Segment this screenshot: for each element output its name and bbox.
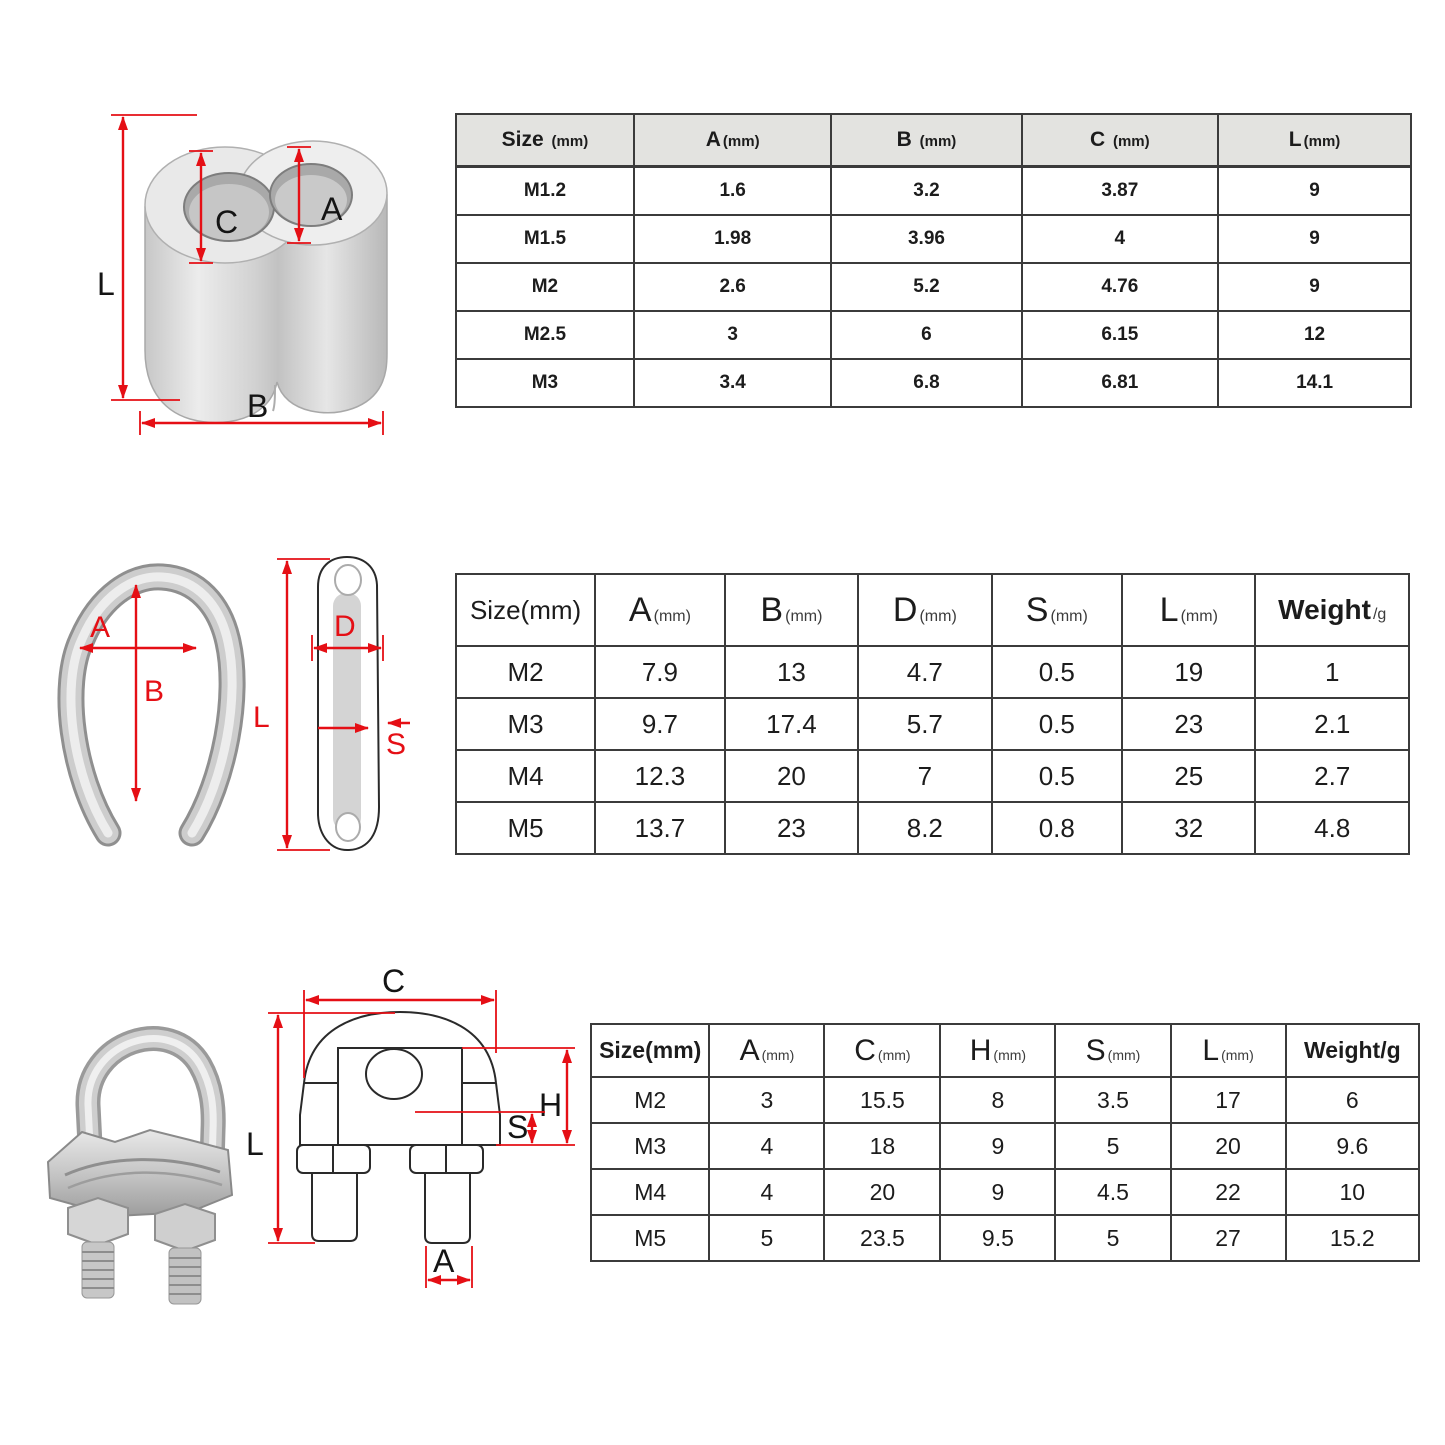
dim-label-l: L — [246, 1126, 264, 1162]
column-header-a — [634, 114, 832, 167]
spec-row-m1.5 — [456, 215, 1411, 263]
dim-label-l: L — [97, 266, 115, 302]
value-cell: 9 — [940, 1123, 1055, 1169]
value-cell: 8.2 — [858, 802, 991, 854]
header-main: A — [628, 590, 652, 629]
header-main: C — [854, 1033, 876, 1067]
value-cell: 3.96 — [831, 215, 1021, 263]
header-unit: (mm) — [761, 1046, 795, 1063]
header-row — [591, 1024, 1419, 1077]
column-header-c — [1022, 114, 1219, 167]
value-cell: 23 — [725, 802, 858, 854]
column-header-a — [595, 574, 725, 646]
value-cell: 4.8 — [1255, 802, 1409, 854]
spec-row-m5 — [591, 1215, 1419, 1261]
size-cell: M3 — [456, 359, 634, 407]
value-cell: 17 — [1171, 1077, 1286, 1123]
column-header-weight — [1255, 574, 1409, 646]
clip-nut-right — [155, 1204, 215, 1251]
value-cell: 3.2 — [831, 167, 1021, 216]
value-cell: 3 — [709, 1077, 824, 1123]
dim-label-a: A — [90, 611, 111, 644]
header-main: Size(mm) — [599, 1037, 702, 1063]
value-cell: 3.87 — [1022, 167, 1219, 216]
column-header-sizemm — [591, 1024, 709, 1077]
value-cell: 4 — [709, 1123, 824, 1169]
header-main: Weight — [1278, 594, 1371, 625]
spec-row-m3 — [591, 1123, 1419, 1169]
dim-label-s: S — [386, 728, 407, 761]
value-cell: 0.5 — [992, 750, 1123, 802]
value-cell: 1 — [1255, 646, 1409, 698]
header-unit: (mm) — [1303, 133, 1341, 150]
crimp-sleeve-diagram — [85, 85, 440, 440]
spec-row-m2 — [456, 263, 1411, 311]
size-cell: M4 — [456, 750, 595, 802]
value-cell: 14.1 — [1218, 359, 1411, 407]
header-main: L — [1159, 590, 1179, 629]
value-cell: 9.6 — [1286, 1123, 1419, 1169]
value-cell: 9.7 — [595, 698, 725, 750]
header-unit: /g — [1372, 606, 1387, 623]
header-main: D — [892, 590, 918, 629]
dim-label-h: H — [539, 1087, 563, 1123]
thimble-side-view — [318, 557, 379, 850]
thimble-spec-table — [455, 573, 1410, 855]
spec-row-m1.2 — [456, 167, 1411, 216]
sleeve-illustration — [145, 141, 387, 423]
column-header-s — [1055, 1024, 1170, 1077]
spec-row-m2.5 — [456, 311, 1411, 359]
column-header-size — [456, 114, 634, 167]
spec-row-m4 — [456, 750, 1409, 802]
value-cell: 3.5 — [1055, 1077, 1170, 1123]
value-cell: 8 — [940, 1077, 1055, 1123]
value-cell: 5.2 — [831, 263, 1021, 311]
header-unit: (mm) — [785, 607, 823, 625]
dim-label-c: C — [215, 204, 239, 240]
header-main: A — [739, 1033, 760, 1067]
dim-label-a: A — [433, 1243, 455, 1279]
value-cell: 19 — [1122, 646, 1255, 698]
value-cell: 13.7 — [595, 802, 725, 854]
value-cell: 1.98 — [634, 215, 832, 263]
value-cell: 23.5 — [824, 1215, 940, 1261]
value-cell: 6.8 — [831, 359, 1021, 407]
value-cell: 12 — [1218, 311, 1411, 359]
value-cell: 2.7 — [1255, 750, 1409, 802]
size-cell: M4 — [591, 1169, 709, 1215]
header-unit: (mm) — [1107, 1046, 1141, 1063]
spec-row-m4 — [591, 1169, 1419, 1215]
size-cell: M5 — [456, 802, 595, 854]
spec-row-m2 — [591, 1077, 1419, 1123]
value-cell: 4.7 — [858, 646, 991, 698]
header-unit: (mm) — [993, 1046, 1027, 1063]
value-cell: 20 — [824, 1169, 940, 1215]
header-main: Size(mm) — [469, 594, 582, 625]
header-main: C — [1089, 128, 1111, 151]
spec-row-m3 — [456, 359, 1411, 407]
sleeve-spec-table — [455, 113, 1412, 408]
column-header-weightg — [1286, 1024, 1419, 1077]
value-cell: 1.6 — [634, 167, 832, 216]
header-main: L — [1288, 128, 1302, 151]
size-cell: M2 — [591, 1077, 709, 1123]
value-cell: 9 — [940, 1169, 1055, 1215]
value-cell: 7.9 — [595, 646, 725, 698]
value-cell: 3 — [634, 311, 832, 359]
value-cell: 4.5 — [1055, 1169, 1170, 1215]
header-unit: (mm) — [1180, 607, 1218, 625]
spec-row-m3 — [456, 698, 1409, 750]
dim-label-l: L — [253, 701, 270, 734]
column-header-s — [992, 574, 1123, 646]
header-unit: (mm) — [1112, 133, 1150, 150]
value-cell: 5 — [709, 1215, 824, 1261]
size-cell: M5 — [591, 1215, 709, 1261]
header-main: B — [896, 128, 918, 151]
spec-row-m2 — [456, 646, 1409, 698]
value-cell: 4.76 — [1022, 263, 1219, 311]
size-cell: M2 — [456, 263, 634, 311]
header-row — [456, 574, 1409, 646]
header-main: H — [969, 1033, 992, 1067]
value-cell: 0.8 — [992, 802, 1123, 854]
header-unit: (mm) — [919, 133, 957, 150]
value-cell: 20 — [1171, 1123, 1286, 1169]
header-row — [456, 114, 1411, 167]
column-header-sizemm — [456, 574, 595, 646]
column-header-b — [831, 114, 1021, 167]
value-cell: 23 — [1122, 698, 1255, 750]
value-cell: 6.81 — [1022, 359, 1219, 407]
wire-rope-clip-diagram — [20, 950, 585, 1370]
size-cell: M2 — [456, 646, 595, 698]
value-cell: 17.4 — [725, 698, 858, 750]
column-header-c — [824, 1024, 940, 1077]
column-header-l — [1218, 114, 1411, 167]
value-cell: 7 — [858, 750, 991, 802]
header-main: S — [1085, 1033, 1106, 1067]
value-cell: 6.15 — [1022, 311, 1219, 359]
size-cell: M3 — [591, 1123, 709, 1169]
header-main: Size — [501, 128, 550, 151]
dim-label-s: S — [507, 1109, 529, 1145]
value-cell: 3.4 — [634, 359, 832, 407]
clip-spec-table — [590, 1023, 1420, 1262]
dim-label-b: B — [247, 388, 269, 424]
value-cell: 15.2 — [1286, 1215, 1419, 1261]
column-header-l — [1171, 1024, 1286, 1077]
value-cell: 9 — [1218, 167, 1411, 216]
header-unit: (mm) — [653, 607, 691, 625]
value-cell: 9 — [1218, 215, 1411, 263]
value-cell: 13 — [725, 646, 858, 698]
column-header-h — [940, 1024, 1055, 1077]
header-unit: (mm) — [1050, 607, 1088, 625]
clip-nut-left — [68, 1198, 128, 1245]
value-cell: 20 — [725, 750, 858, 802]
value-cell: 0.5 — [992, 698, 1123, 750]
value-cell: 2.1 — [1255, 698, 1409, 750]
size-cell: M2.5 — [456, 311, 634, 359]
value-cell: 5 — [1055, 1215, 1170, 1261]
value-cell: 6 — [1286, 1077, 1419, 1123]
clip-line-drawing — [297, 1012, 500, 1243]
dim-label-b: B — [144, 675, 165, 708]
value-cell: 0.5 — [992, 646, 1123, 698]
column-header-b — [725, 574, 858, 646]
value-cell: 4 — [709, 1169, 824, 1215]
value-cell: 5 — [1055, 1123, 1170, 1169]
header-main: A — [705, 128, 721, 151]
value-cell: 27 — [1171, 1215, 1286, 1261]
header-unit: (mm) — [877, 1046, 911, 1063]
dim-label-a: A — [321, 191, 343, 227]
header-main: S — [1025, 590, 1049, 629]
size-cell: M1.2 — [456, 167, 634, 216]
value-cell: 9.5 — [940, 1215, 1055, 1261]
header-unit: (mm) — [722, 133, 760, 150]
spec-row-m5 — [456, 802, 1409, 854]
size-cell: M1.5 — [456, 215, 634, 263]
value-cell: 5.7 — [858, 698, 991, 750]
value-cell: 2.6 — [634, 263, 832, 311]
header-main: Weight/g — [1303, 1037, 1401, 1063]
header-main: L — [1202, 1033, 1220, 1067]
header-unit: (mm) — [551, 133, 589, 150]
value-cell: 6 — [831, 311, 1021, 359]
column-header-l — [1122, 574, 1255, 646]
size-cell: M3 — [456, 698, 595, 750]
value-cell: 25 — [1122, 750, 1255, 802]
thimble-diagram — [50, 535, 460, 895]
clip-photo — [48, 1039, 232, 1304]
value-cell: 15.5 — [824, 1077, 940, 1123]
value-cell: 10 — [1286, 1169, 1419, 1215]
header-unit: (mm) — [919, 607, 957, 625]
value-cell: 18 — [824, 1123, 940, 1169]
column-header-d — [858, 574, 991, 646]
header-unit: (mm) — [1221, 1046, 1254, 1063]
dim-label-d: D — [334, 610, 356, 643]
value-cell: 9 — [1218, 263, 1411, 311]
value-cell: 22 — [1171, 1169, 1286, 1215]
value-cell: 4 — [1022, 215, 1219, 263]
header-main: B — [760, 590, 784, 629]
value-cell: 12.3 — [595, 750, 725, 802]
value-cell: 32 — [1122, 802, 1255, 854]
column-header-a — [709, 1024, 824, 1077]
dim-label-c: C — [382, 963, 406, 999]
